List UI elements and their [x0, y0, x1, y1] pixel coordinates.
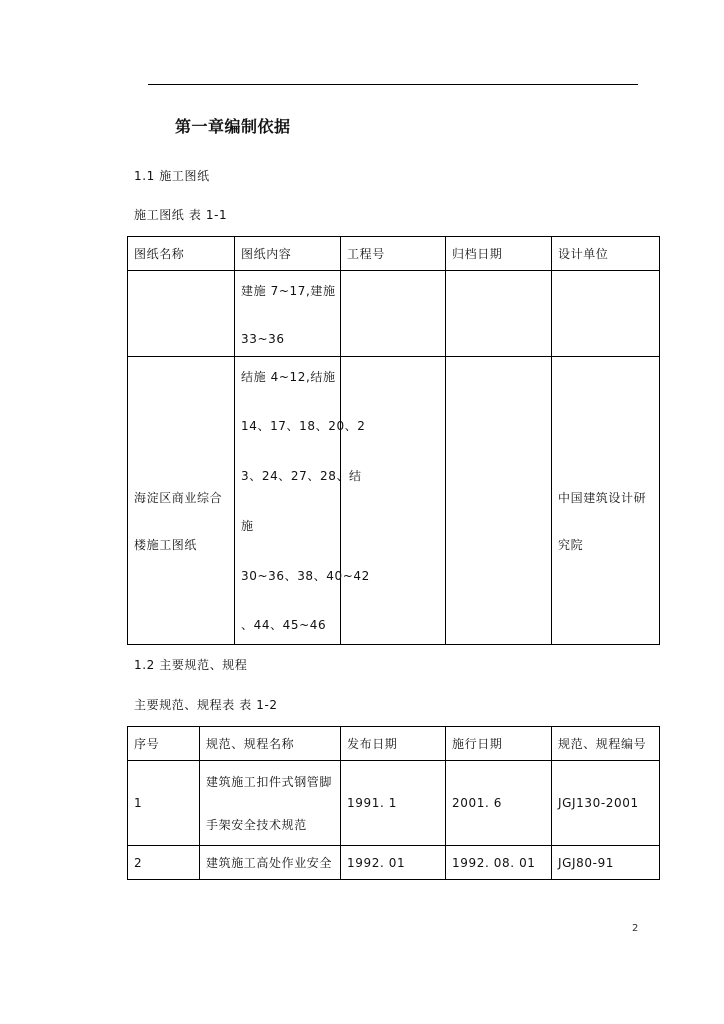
page-number: 2: [632, 923, 639, 934]
content-line: 、44、45~46: [241, 618, 327, 633]
table-row: [128, 846, 660, 880]
content-line: 3、24、27、28、结: [241, 469, 362, 484]
table-cell: [552, 271, 660, 357]
table-cell: [200, 761, 341, 846]
table-cell: [552, 357, 660, 645]
table-cell: 建筑施工高处作业安全: [200, 846, 341, 880]
standard-code: JGJ130-2001: [552, 761, 660, 846]
section-2-heading: 1.2 主要规范、规程: [134, 658, 248, 672]
standards-table: [127, 726, 660, 880]
standard-code: JGJ80-91: [552, 846, 660, 880]
table-header-row: [128, 237, 660, 271]
table-row: [128, 761, 660, 846]
header-rule: [148, 84, 638, 85]
header-cell: 归档日期: [446, 237, 552, 271]
table-cell: [341, 357, 446, 645]
name-line: 楼施工图纸: [134, 537, 198, 552]
drawings-table: [127, 236, 660, 645]
content-line: 33~36: [241, 331, 285, 346]
header-cell: 发布日期: [341, 727, 446, 761]
header-cell: 图纸名称: [128, 237, 235, 271]
header-cell: 图纸内容: [235, 237, 341, 271]
table-cell: [446, 357, 552, 645]
header-cell: 施行日期: [446, 727, 552, 761]
table-2-caption: 主要规范、规程表 表 1-2: [134, 698, 278, 712]
header-cell: 设计单位: [552, 237, 660, 271]
effective-date: 1992. 08. 01: [446, 846, 552, 880]
content-line: 施: [241, 518, 254, 533]
header-cell: 规范、规程编号: [552, 727, 660, 761]
row-number: 1: [128, 761, 200, 846]
table-cell: [128, 271, 235, 357]
unit-line: 中国建筑设计研: [558, 490, 647, 505]
header-cell: 规范、规程名称: [200, 727, 341, 761]
section-1-heading: 1.1 施工图纸: [134, 169, 210, 183]
published-date: 1991. 1: [341, 761, 446, 846]
table-cell: [235, 271, 341, 357]
header-cell: 序号: [128, 727, 200, 761]
content-line: 14、17、18、20、2: [241, 419, 366, 434]
header-cell: 工程号: [341, 237, 446, 271]
published-date: 1992. 01: [341, 846, 446, 880]
effective-date: 2001. 6: [446, 761, 552, 846]
table-cell: [341, 271, 446, 357]
name-line: 手架安全技术规范: [206, 818, 307, 832]
name-line: 建筑施工扣件式钢管脚: [206, 775, 333, 789]
table-cell: [235, 357, 370, 645]
table-cell: [128, 357, 235, 645]
chapter-title: 第一章编制依据: [175, 117, 291, 136]
table-header-row: [128, 727, 660, 761]
table-row: [128, 271, 660, 357]
row-number: 2: [128, 846, 200, 880]
content-line: 30~36、38、40~42: [241, 568, 370, 583]
content-line: 建施 7~17,建施: [241, 283, 336, 298]
table-1-caption: 施工图纸 表 1-1: [134, 208, 228, 222]
table-cell: [446, 271, 552, 357]
table-row: [128, 357, 660, 645]
name-line: 海淀区商业综合: [134, 490, 223, 505]
unit-line: 究院: [558, 537, 584, 552]
content-line: 结施 4~12,结施: [241, 369, 336, 384]
